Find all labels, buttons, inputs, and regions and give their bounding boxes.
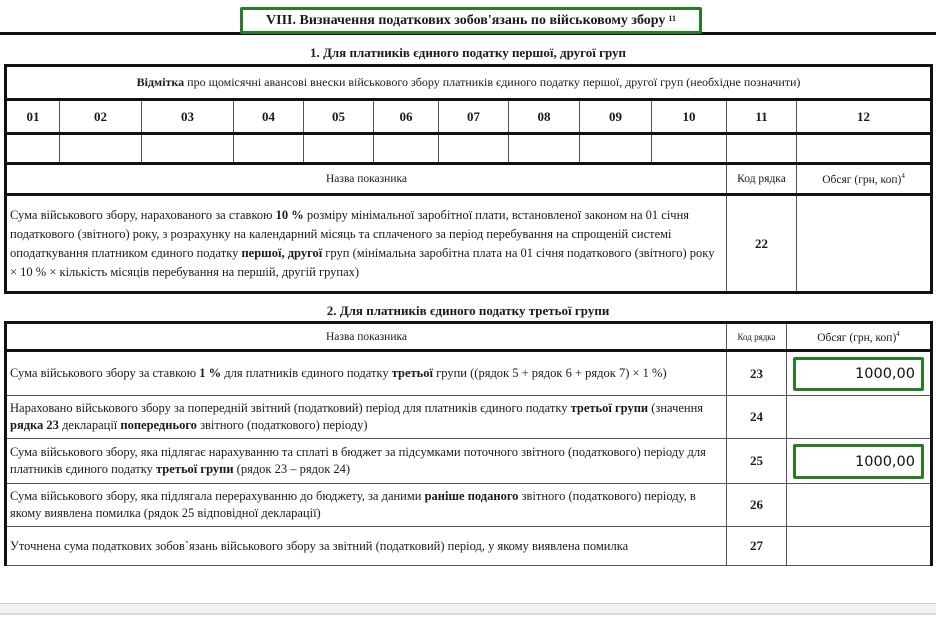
table-row [6,396,932,439]
row-24-description [6,396,727,439]
monthly-mark-header-bold: Відмітка [136,75,185,89]
month-header-10: 10 [652,100,727,134]
description-fragment: звітного (податкового) періоду, в якому виявлена помилка (рядок 25 відповідної декларації) [10,489,696,520]
month-header-03: 03 [142,100,234,134]
month-mark-cell-01[interactable] [6,134,60,164]
month-header-02: 02 [60,100,142,134]
description-fragment: третьої [391,366,434,380]
col-header-amount-text: Обсяг (грн, коп) [817,331,897,344]
row-27-description [6,527,727,566]
row-27-amount-field[interactable] [787,527,932,566]
month-header-01: 01 [6,100,60,134]
description-fragment: Уточнена сума податкових зобов`язань військового збору за звітний (податковий) період, у якому виявлена помилка [10,538,629,553]
row-23-amount-field[interactable] [787,351,932,396]
section-title-footnote: 11 [668,14,676,23]
description-fragment: декларації [58,418,121,432]
row-23-description [6,351,727,396]
description-fragment: Сума військового збору за ставкою [10,366,200,380]
section2-table [4,321,933,566]
month-header-08: 08 [509,100,580,134]
month-header-07: 07 [439,100,509,134]
section-title [240,7,702,34]
col-header-amount-footnote: 4 [901,172,905,181]
col-header-amount-text: Обсяг (грн, коп) [822,173,902,186]
table-row [6,351,932,396]
col-header-amount [787,323,932,351]
description-fragment: попереднього [120,418,197,432]
month-mark-cell-05[interactable] [304,134,374,164]
description-fragment: першої, другої [241,245,323,260]
row-25-amount-field[interactable] [787,439,932,484]
row-22-amount-field[interactable] [797,195,932,293]
description-fragment: Сума військового збору, яка підлягала перерахуванню до бюджету, за даними [10,489,425,503]
col-header-name: Назва показника [6,323,727,351]
section1-table [4,64,933,294]
month-header-06: 06 [374,100,439,134]
description-fragment: Сума військового збору, нарахованого за ставкою [10,207,276,222]
description-fragment: 10 % [275,207,304,222]
row-27-code: 27 [727,527,787,566]
description-fragment: третьої групи [156,462,234,476]
month-header-04: 04 [234,100,304,134]
col-header-name: Назва показника [6,164,727,195]
row-26-description [6,484,727,527]
table-row [6,527,932,566]
month-mark-cell-02[interactable] [60,134,142,164]
row-25-amount-value: 1000,00 [793,444,924,479]
table-row [6,439,932,484]
description-fragment: раніше поданого [424,489,519,503]
section1-heading: 1. Для платників єдиного податку першої, другої груп [309,45,627,60]
month-mark-cell-12[interactable] [797,134,932,164]
horizontal-scrollbar[interactable] [0,603,936,615]
section2-heading: 2. Для платників єдиного податку третьої групи [326,303,610,318]
monthly-mark-header-text: про щомісячні авансові внески військового збору платників єдиного податку першої, другої груп (необхідне позначити) [184,75,801,89]
month-mark-cell-09[interactable] [580,134,652,164]
row-22-description [6,195,727,293]
row-25-description [6,439,727,484]
description-fragment: розміру мінімальної заробітної плати, встановленої законом на 01 січня податкового (звітного) року, з розрахунку на календарний місяць та сплаченого за період перебування на спрощеній системі оподаткування платником єдиного податку [10,207,690,260]
row-24-code: 24 [727,396,787,439]
col-header-amount [797,164,932,195]
description-fragment: третьої групи [570,401,649,415]
col-header-amount-footnote: 4 [896,329,900,338]
row-26-amount-field[interactable] [787,484,932,527]
description-fragment: звітного (податкового) періоду) [196,418,368,432]
row-25-code: 25 [727,439,787,484]
month-header-09: 09 [580,100,652,134]
description-fragment: Нараховано військового збору за попередній звітний (податковий) період для платників єдиного податку [10,401,571,415]
description-fragment: груп (мінімальна заробітна плата на 01 січня податкового (звітного) року × 10 % × кількість місяців перебування на першій, другій групах) [10,245,715,279]
col-header-code: Код рядка [727,323,787,351]
description-fragment: Сума військового збору, яка підлягає нарахуванню та сплаті в бюджет за підсумками поточного звітного (податкового) періоду для платників єдиного податку [10,445,706,476]
month-mark-cell-07[interactable] [439,134,509,164]
row-24-amount-field[interactable] [787,396,932,439]
table-row [6,484,932,527]
description-fragment: (значення [648,401,704,415]
month-mark-cell-06[interactable] [374,134,439,164]
col-header-code: Код рядка [727,164,797,195]
month-mark-cell-11[interactable] [727,134,797,164]
description-fragment: 1 % [199,366,222,380]
description-fragment: (рядок 23 – рядок 24) [233,462,351,476]
month-mark-cell-08[interactable] [509,134,580,164]
month-header-05: 05 [304,100,374,134]
description-fragment: рядка 23 [10,418,59,432]
description-fragment: для платників єдиного податку [221,366,392,380]
row-23-code: 23 [727,351,787,396]
description-fragment: групи ((рядок 5 + рядок 6 + рядок 7) × 1 %) [433,366,667,380]
monthly-mark-header [6,66,932,100]
month-mark-cell-10[interactable] [652,134,727,164]
month-header-11: 11 [727,100,797,134]
month-mark-cell-03[interactable] [142,134,234,164]
month-mark-cell-04[interactable] [234,134,304,164]
row-22-code: 22 [727,195,797,293]
row-26-code: 26 [727,484,787,527]
row-23-amount-value: 1000,00 [793,357,924,391]
month-header-12: 12 [797,100,932,134]
section-title-text: VIII. Визначення податкових зобов'язань по військовому збору [266,12,666,28]
